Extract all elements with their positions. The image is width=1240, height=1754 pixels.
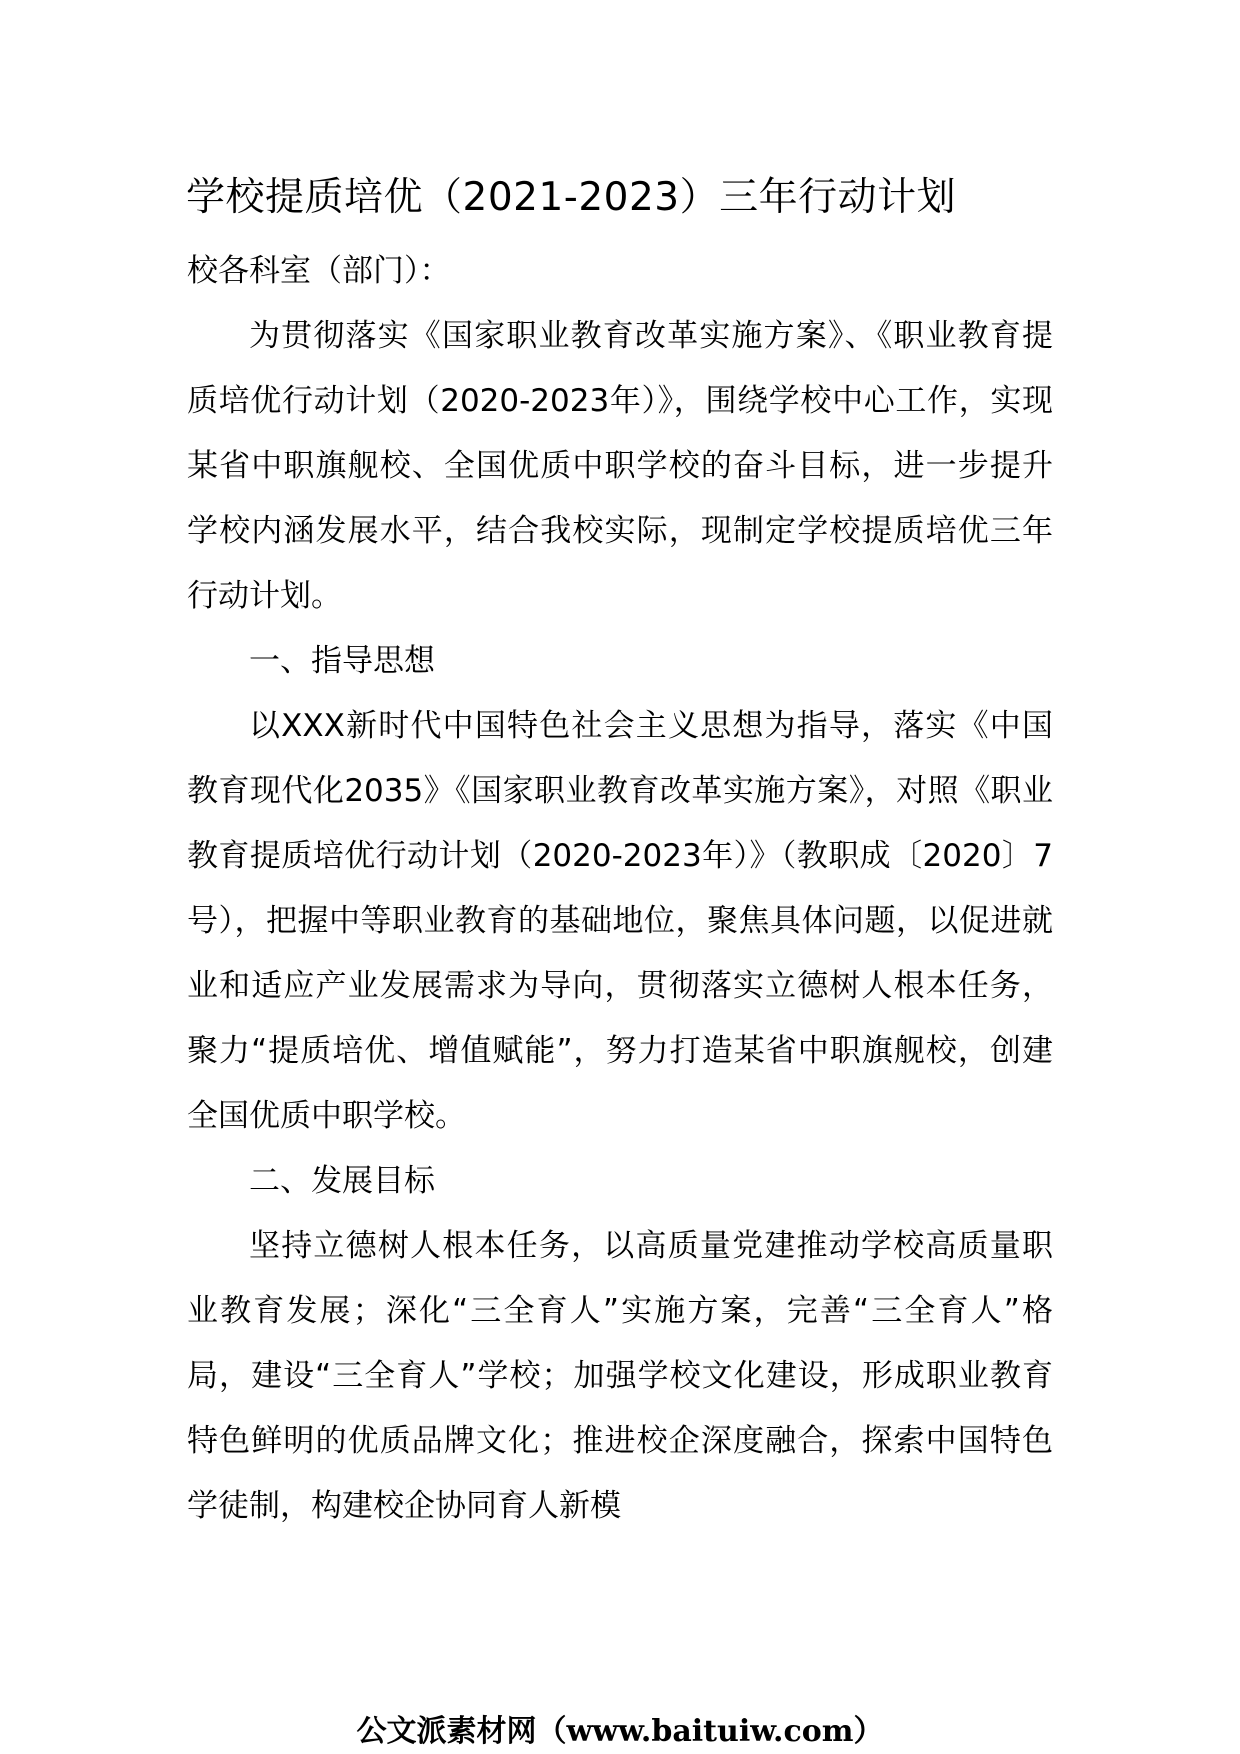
intro-paragraph: 为贯彻落实《国家职业教育改革实施方案》、《职业教育提质培优行动计划（2020-2023年）》，围绕学校中心工作，实现某省中职旗舰校、全国优质中职学校的奋斗目标，进一步提升学校内涵发展水平，结合我校实际，现制定学校提质培优三年行动计划。 <box>187 318 1053 614</box>
document-title: 学校提质培优（2021-2023）三年行动计划 <box>186 175 957 220</box>
section-heading-guiding-ideology: 一、指导思想 <box>249 643 435 679</box>
section-body-development-goals: 坚持立德树人根本任务，以高质量党建推动学校高质量职业教育发展；深化“三全育人”实施方案，完善“三全育人”格局，建设“三全育人”学校；加强学校文化建设，形成职业教育特色鲜明的优质品牌文化；推进校企深度融合，探索中国特色学徒制，构建校企协同育人新模 <box>187 1228 1053 1524</box>
footer-watermark: 公文派素材网（www.baituiw.com） <box>356 1714 884 1749</box>
document-body <box>187 239 1053 1539</box>
salutation: 校各科室（部门）： <box>187 253 451 289</box>
section-heading-development-goals: 二、发展目标 <box>249 1163 435 1199</box>
section-body-guiding-ideology: 以XXX新时代中国特色社会主义思想为指导，落实《中国教育现代化2035》《国家职业教育改革实施方案》，对照《职业教育提质培优行动计划（2020-2023年）》（教职成〔2020〕7号），把握中等职业教育的基础地位，聚焦具体问题，以促进就业和适应产业发展需求为导向，贯彻落实立德树人根本任务，聚力“提质培优、增值赋能”，努力打造某省中职旗舰校，创建全国优质中职学校。 <box>187 708 1053 1134</box>
